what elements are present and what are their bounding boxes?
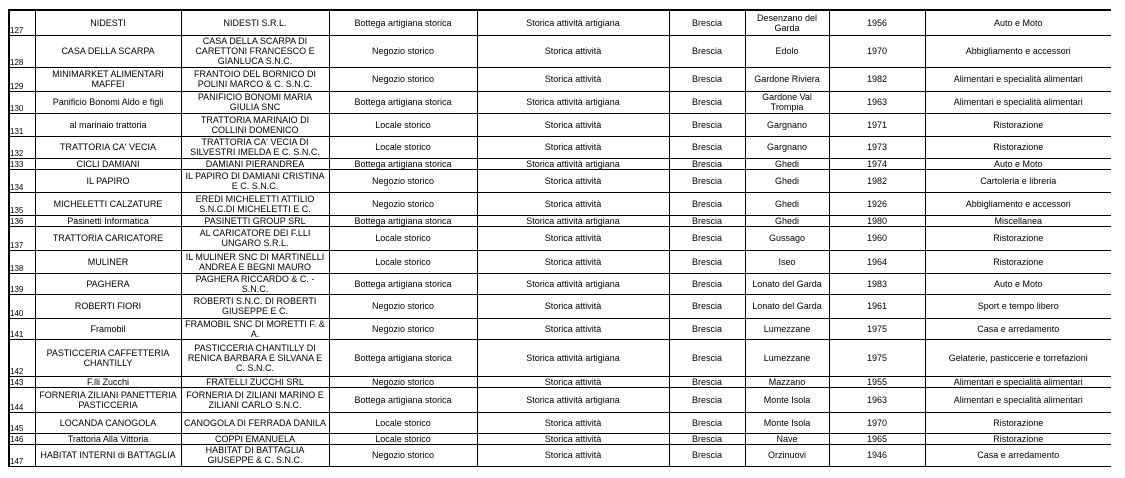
sector-cell: Ristorazione xyxy=(925,136,1111,158)
company-name-cell: DAMIANI PIERANDREA xyxy=(181,158,329,169)
city-cell: Gargnano xyxy=(745,113,829,136)
category-cell: Negozio storico xyxy=(329,376,477,387)
table-row xyxy=(9,250,1111,273)
year-cell: 1974 xyxy=(829,158,925,169)
province-cell: Brescia xyxy=(669,67,745,91)
shop-name-cell: FORNERIA ZILIANI PANETTERIA PASTICCERIA xyxy=(35,387,181,412)
row-number-cell: 129 xyxy=(9,67,35,91)
row-number-cell: 128 xyxy=(9,35,35,67)
shop-name-cell: Trattoria Alla Vittoria xyxy=(35,433,181,444)
city-cell: Ghedi xyxy=(745,215,829,226)
year-cell: 1975 xyxy=(829,318,925,339)
category-cell: Bottega artigiana storica xyxy=(329,339,477,376)
sector-cell: Abbigliamento e accessori xyxy=(925,35,1111,67)
sector-cell: Ristorazione xyxy=(925,113,1111,136)
city-cell: Lumezzane xyxy=(745,339,829,376)
company-name-cell: TRATTORIA MARINAIO DI COLLINI DOMENICO xyxy=(181,113,329,136)
table-row xyxy=(9,91,1111,113)
year-cell: 1926 xyxy=(829,192,925,215)
province-cell: Brescia xyxy=(669,250,745,273)
category-cell: Bottega artigiana storica xyxy=(329,10,477,35)
year-cell: 1946 xyxy=(829,444,925,466)
province-cell: Brescia xyxy=(669,91,745,113)
row-number-cell: 134 xyxy=(9,169,35,192)
table-row xyxy=(9,136,1111,158)
sector-cell: Casa e arredamento xyxy=(925,318,1111,339)
category-cell: Locale storico xyxy=(329,433,477,444)
row-number-cell: 127 xyxy=(9,10,35,35)
table-row xyxy=(9,433,1111,444)
sector-cell: Sport e tempo libero xyxy=(925,294,1111,318)
activity-type-cell: Storica attività xyxy=(477,67,669,91)
company-name-cell: FRATELLI ZUCCHI SRL xyxy=(181,376,329,387)
year-cell: 1955 xyxy=(829,376,925,387)
sector-cell: Cartoleria e libreria xyxy=(925,169,1111,192)
row-number-cell: 144 xyxy=(9,387,35,412)
activity-type-cell: Storica attività xyxy=(477,444,669,466)
company-name-cell: IL PAPIRO DI DAMIANI CRISTINA E C. S.N.C. xyxy=(181,169,329,192)
shop-name-cell: MULINER xyxy=(35,250,181,273)
category-cell: Bottega artigiana storica xyxy=(329,215,477,226)
shop-name-cell: ROBERTI FIORI xyxy=(35,294,181,318)
table-row xyxy=(9,294,1111,318)
table-row xyxy=(9,273,1111,294)
city-cell: Edolo xyxy=(745,35,829,67)
shop-name-cell: MINIMARKET ALIMENTARI MAFFEI xyxy=(35,67,181,91)
year-cell: 1965 xyxy=(829,433,925,444)
city-cell: Desenzano del Garda xyxy=(745,10,829,35)
shop-name-cell: CASA DELLA SCARPA xyxy=(35,35,181,67)
sector-cell: Casa e arredamento xyxy=(925,444,1111,466)
year-cell: 1975 xyxy=(829,339,925,376)
city-cell: Lonato del Garda xyxy=(745,294,829,318)
shop-name-cell: TRATTORIA CA' VECIA xyxy=(35,136,181,158)
company-name-cell: CASA DELLA SCARPA DI CARETTONI FRANCESCO E GIANLUCA S.N.C. xyxy=(181,35,329,67)
table-row xyxy=(9,226,1111,250)
row-number-cell: 133 xyxy=(9,158,35,169)
province-cell: Brescia xyxy=(669,113,745,136)
activity-type-cell: Storica attività xyxy=(477,318,669,339)
city-cell: Orzinuovi xyxy=(745,444,829,466)
table-row xyxy=(9,158,1111,169)
province-cell: Brescia xyxy=(669,444,745,466)
sector-cell: Ristorazione xyxy=(925,412,1111,433)
activity-type-cell: Storica attività xyxy=(477,169,669,192)
year-cell: 1963 xyxy=(829,91,925,113)
table-row xyxy=(9,318,1111,339)
company-name-cell: TRATTORIA CA' VECIA DI SILVESTRI IMELDA E C. S.N.C. xyxy=(181,136,329,158)
company-name-cell: EREDI MICHELETTI ATTILIO S.N.C.DI MICHELETTI E C. xyxy=(181,192,329,215)
category-cell: Negozio storico xyxy=(329,192,477,215)
province-cell: Brescia xyxy=(669,273,745,294)
activity-type-cell: Storica attività xyxy=(477,226,669,250)
province-cell: Brescia xyxy=(669,318,745,339)
row-number-cell: 145 xyxy=(9,412,35,433)
activity-type-cell: Storica attività xyxy=(477,35,669,67)
shop-name-cell: IL PAPIRO xyxy=(35,169,181,192)
year-cell: 1971 xyxy=(829,113,925,136)
category-cell: Bottega artigiana storica xyxy=(329,387,477,412)
province-cell: Brescia xyxy=(669,412,745,433)
shop-name-cell: LOCANDA CANOGOLA xyxy=(35,412,181,433)
activity-type-cell: Storica attività xyxy=(477,136,669,158)
table-row xyxy=(9,113,1111,136)
shop-name-cell: HABITAT INTERNI di BATTAGLIA xyxy=(35,444,181,466)
company-name-cell: NIDESTI S.R.L. xyxy=(181,10,329,35)
sector-cell: Abbigliamento e accessori xyxy=(925,192,1111,215)
category-cell: Bottega artigiana storica xyxy=(329,273,477,294)
province-cell: Brescia xyxy=(669,35,745,67)
row-number-cell: 142 xyxy=(9,339,35,376)
shops-table xyxy=(8,9,1111,467)
row-number-cell: 141 xyxy=(9,318,35,339)
year-cell: 1980 xyxy=(829,215,925,226)
activity-type-cell: Storica attività xyxy=(477,294,669,318)
shop-name-cell: Framobil xyxy=(35,318,181,339)
company-name-cell: FRANTOIO DEL BORNICO DI POLINI MARCO & C. S.N.C. xyxy=(181,67,329,91)
company-name-cell: FORNERIA DI ZILIANI MARINO E ZILIANI CARLO S.N.C. xyxy=(181,387,329,412)
row-number-cell: 132 xyxy=(9,136,35,158)
city-cell: Ghedi xyxy=(745,169,829,192)
province-cell: Brescia xyxy=(669,10,745,35)
activity-type-cell: Storica attività artigiana xyxy=(477,158,669,169)
table-row xyxy=(9,192,1111,215)
city-cell: Gardone Val Trompia xyxy=(745,91,829,113)
province-cell: Brescia xyxy=(669,226,745,250)
year-cell: 1973 xyxy=(829,136,925,158)
year-cell: 1970 xyxy=(829,35,925,67)
table-body xyxy=(9,10,1111,466)
company-name-cell: CANOGOLA DI FERRADA DANILA xyxy=(181,412,329,433)
activity-type-cell: Storica attività xyxy=(477,192,669,215)
sector-cell: Auto e Moto xyxy=(925,10,1111,35)
table-container xyxy=(8,9,1111,467)
table-row xyxy=(9,387,1111,412)
category-cell: Negozio storico xyxy=(329,444,477,466)
activity-type-cell: Storica attività artigiana xyxy=(477,273,669,294)
shop-name-cell: PASTICCERIA CAFFETTERIA CHANTILLY xyxy=(35,339,181,376)
year-cell: 1983 xyxy=(829,273,925,294)
table-row xyxy=(9,35,1111,67)
row-number-cell: 131 xyxy=(9,113,35,136)
year-cell: 1960 xyxy=(829,226,925,250)
shop-name-cell: PAGHERA xyxy=(35,273,181,294)
company-name-cell: PASINETTI GROUP SRL xyxy=(181,215,329,226)
row-number-cell: 138 xyxy=(9,250,35,273)
sector-cell: Ristorazione xyxy=(925,433,1111,444)
province-cell: Brescia xyxy=(669,339,745,376)
city-cell: Lonato del Garda xyxy=(745,273,829,294)
category-cell: Negozio storico xyxy=(329,169,477,192)
category-cell: Locale storico xyxy=(329,136,477,158)
year-cell: 1982 xyxy=(829,67,925,91)
shop-name-cell: Panificio Bonomi Aldo e figli xyxy=(35,91,181,113)
city-cell: Monte Isola xyxy=(745,412,829,433)
province-cell: Brescia xyxy=(669,169,745,192)
activity-type-cell: Storica attività xyxy=(477,250,669,273)
year-cell: 1982 xyxy=(829,169,925,192)
sector-cell: Alimentari e specialità alimentari xyxy=(925,91,1111,113)
year-cell: 1963 xyxy=(829,387,925,412)
city-cell: Nave xyxy=(745,433,829,444)
row-number-cell: 139 xyxy=(9,273,35,294)
company-name-cell: ROBERTI S.N.C. DI ROBERTI GIUSEPPE E C. xyxy=(181,294,329,318)
table-row xyxy=(9,67,1111,91)
city-cell: Lumezzane xyxy=(745,318,829,339)
company-name-cell: PASTICCERIA CHANTILLY DI RENICA BARBARA E SILVANA E C. S.N.C. xyxy=(181,339,329,376)
sector-cell: Ristorazione xyxy=(925,226,1111,250)
table-row xyxy=(9,339,1111,376)
category-cell: Bottega artigiana storica xyxy=(329,91,477,113)
province-cell: Brescia xyxy=(669,192,745,215)
row-number-cell: 143 xyxy=(9,376,35,387)
category-cell: Negozio storico xyxy=(329,35,477,67)
row-number-cell: 136 xyxy=(9,215,35,226)
activity-type-cell: Storica attività artigiana xyxy=(477,387,669,412)
row-number-cell: 140 xyxy=(9,294,35,318)
province-cell: Brescia xyxy=(669,158,745,169)
province-cell: Brescia xyxy=(669,387,745,412)
company-name-cell: HABITAT DI BATTAGLIA GIUSEPPE & C. S.N.C. xyxy=(181,444,329,466)
year-cell: 1961 xyxy=(829,294,925,318)
shop-name-cell: Pasinetti Informatica xyxy=(35,215,181,226)
category-cell: Locale storico xyxy=(329,412,477,433)
company-name-cell: AL CARICATORE DEI F.LLI UNGARO S.R.L. xyxy=(181,226,329,250)
activity-type-cell: Storica attività xyxy=(477,376,669,387)
row-number-cell: 146 xyxy=(9,433,35,444)
row-number-cell: 130 xyxy=(9,91,35,113)
city-cell: Iseo xyxy=(745,250,829,273)
shop-name-cell: F.lli Zucchi xyxy=(35,376,181,387)
table-row xyxy=(9,376,1111,387)
city-cell: Gardone Riviera xyxy=(745,67,829,91)
sector-cell: Alimentari e specialità alimentari xyxy=(925,67,1111,91)
company-name-cell: PAGHERA RICCARDO & C. - S.N.C. xyxy=(181,273,329,294)
company-name-cell: COPPI EMANUELA xyxy=(181,433,329,444)
activity-type-cell: Storica attività artigiana xyxy=(477,339,669,376)
shop-name-cell: NIDESTI xyxy=(35,10,181,35)
year-cell: 1964 xyxy=(829,250,925,273)
table-row xyxy=(9,215,1111,226)
row-number-cell: 147 xyxy=(9,444,35,466)
category-cell: Locale storico xyxy=(329,250,477,273)
year-cell: 1956 xyxy=(829,10,925,35)
province-cell: Brescia xyxy=(669,433,745,444)
province-cell: Brescia xyxy=(669,294,745,318)
city-cell: Gargnano xyxy=(745,136,829,158)
company-name-cell: IL MULINER SNC DI MARTINELLI ANDREA E BEGNI MAURO xyxy=(181,250,329,273)
sector-cell: Miscellanea xyxy=(925,215,1111,226)
activity-type-cell: Storica attività xyxy=(477,113,669,136)
sector-cell: Alimentari e specialità alimentari xyxy=(925,376,1111,387)
shop-name-cell: TRATTORIA CARICATORE xyxy=(35,226,181,250)
category-cell: Negozio storico xyxy=(329,67,477,91)
city-cell: Ghedi xyxy=(745,158,829,169)
sector-cell: Gelaterie, pasticcerie e torrefazioni xyxy=(925,339,1111,376)
sector-cell: Ristorazione xyxy=(925,250,1111,273)
company-name-cell: PANIFICIO BONOMI MARIA GIULIA SNC xyxy=(181,91,329,113)
table-row xyxy=(9,10,1111,35)
category-cell: Negozio storico xyxy=(329,318,477,339)
shop-name-cell: CICLI DAMIANI xyxy=(35,158,181,169)
city-cell: Gussago xyxy=(745,226,829,250)
province-cell: Brescia xyxy=(669,376,745,387)
category-cell: Bottega artigiana storica xyxy=(329,158,477,169)
province-cell: Brescia xyxy=(669,215,745,226)
activity-type-cell: Storica attività artigiana xyxy=(477,215,669,226)
table-row xyxy=(9,169,1111,192)
activity-type-cell: Storica attività artigiana xyxy=(477,91,669,113)
table-row xyxy=(9,412,1111,433)
city-cell: Ghedi xyxy=(745,192,829,215)
province-cell: Brescia xyxy=(669,136,745,158)
shop-name-cell: MICHELETTI CALZATURE xyxy=(35,192,181,215)
sector-cell: Auto e Moto xyxy=(925,273,1111,294)
activity-type-cell: Storica attività xyxy=(477,412,669,433)
category-cell: Locale storico xyxy=(329,113,477,136)
category-cell: Negozio storico xyxy=(329,294,477,318)
activity-type-cell: Storica attività xyxy=(477,433,669,444)
row-number-cell: 135 xyxy=(9,192,35,215)
city-cell: Monte Isola xyxy=(745,387,829,412)
city-cell: Mazzano xyxy=(745,376,829,387)
row-number-cell: 137 xyxy=(9,226,35,250)
shop-name-cell: al marinaio trattoria xyxy=(35,113,181,136)
year-cell: 1970 xyxy=(829,412,925,433)
sector-cell: Alimentari e specialità alimentari xyxy=(925,387,1111,412)
category-cell: Locale storico xyxy=(329,226,477,250)
table-row xyxy=(9,444,1111,466)
company-name-cell: FRAMOBIL SNC DI MORETTI F. & A. xyxy=(181,318,329,339)
activity-type-cell: Storica attività artigiana xyxy=(477,10,669,35)
sector-cell: Auto e Moto xyxy=(925,158,1111,169)
